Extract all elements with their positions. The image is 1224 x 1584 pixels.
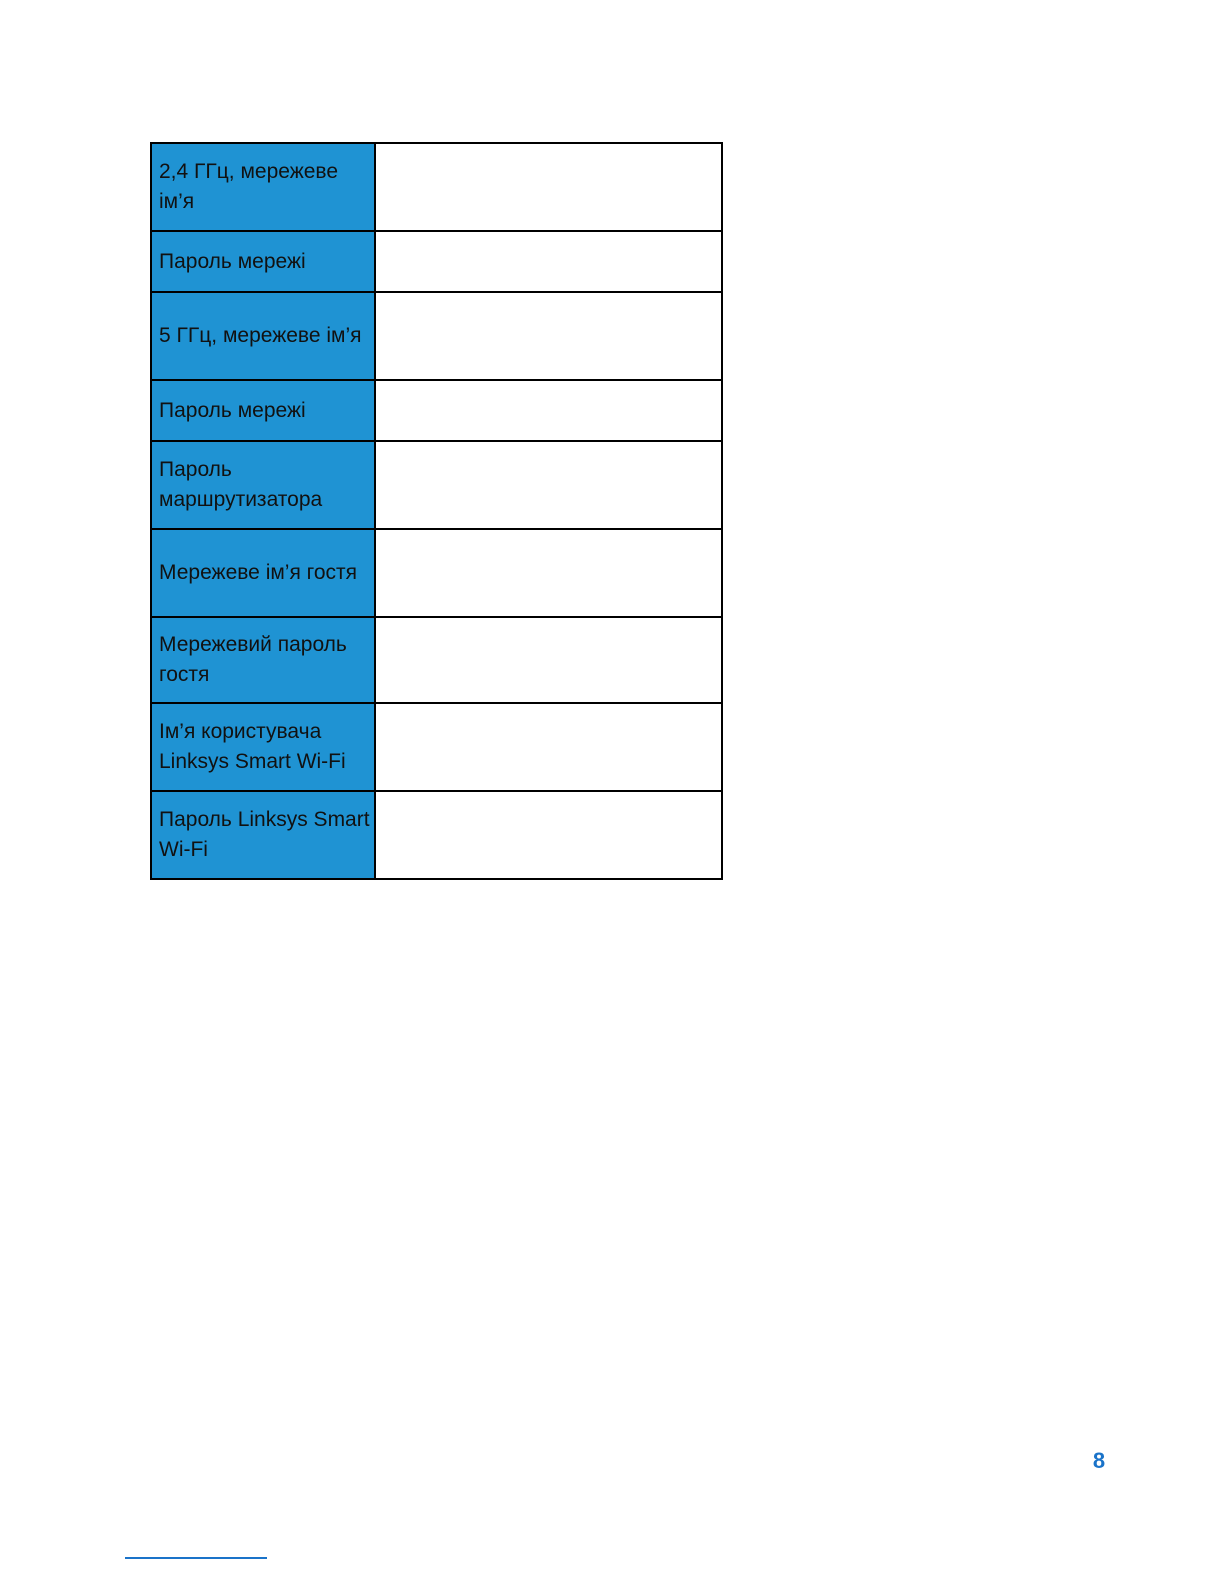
- page-number: 8: [1092, 1448, 1106, 1473]
- row-label: Пароль мережі: [151, 231, 375, 292]
- network-info-table: [150, 142, 723, 880]
- table-row: [151, 791, 722, 879]
- row-value-field: [375, 292, 722, 380]
- row-label: Ім’я користувача Linksys Smart Wi-Fi: [151, 703, 375, 791]
- table-row: [151, 380, 722, 441]
- table-row: [151, 231, 722, 292]
- row-value-field: [375, 617, 722, 703]
- table-row: [151, 441, 722, 529]
- row-label: Мережевий пароль гостя: [151, 617, 375, 703]
- row-label: Мережеве ім’я гостя: [151, 529, 375, 617]
- row-label: 5 ГГц, мережеве ім’я: [151, 292, 375, 380]
- table-row: [151, 617, 722, 703]
- row-label: Пароль Linksys Smart Wi-Fi: [151, 791, 375, 879]
- table-row: [151, 529, 722, 617]
- table-row: [151, 703, 722, 791]
- row-label: 2,4 ГГц, мережеве ім’я: [151, 143, 375, 231]
- row-value-field: [375, 143, 722, 231]
- row-value-field: [375, 529, 722, 617]
- row-value-field: [375, 703, 722, 791]
- row-label: Пароль мережі: [151, 380, 375, 441]
- footer-divider: [125, 1557, 267, 1559]
- row-value-field: [375, 231, 722, 292]
- row-value-field: [375, 441, 722, 529]
- table-row: [151, 292, 722, 380]
- table-row: [151, 143, 722, 231]
- row-value-field: [375, 791, 722, 879]
- row-value-field: [375, 380, 722, 441]
- row-label: Пароль маршрутизатора: [151, 441, 375, 529]
